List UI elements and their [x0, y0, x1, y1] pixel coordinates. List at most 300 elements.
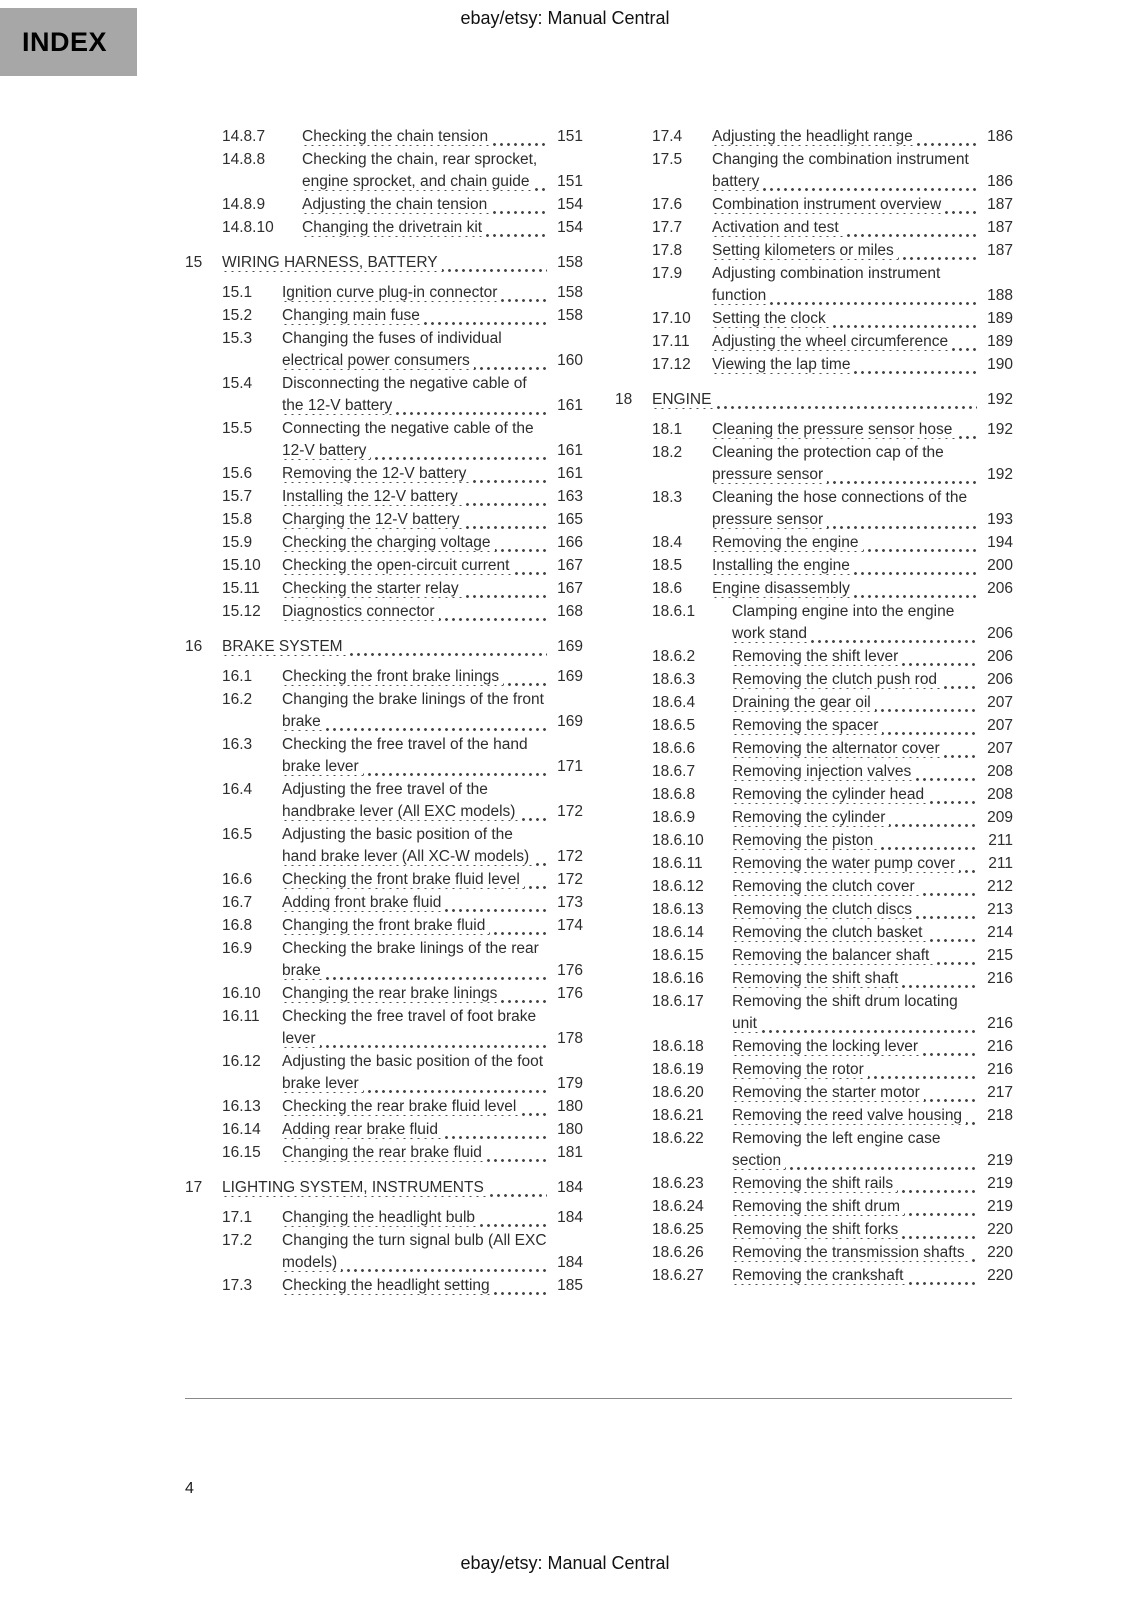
toc-entry-title: Viewing the lap time — [712, 356, 854, 373]
toc-entry — [615, 1105, 1013, 1127]
toc-entry-leader — [282, 509, 547, 531]
toc-entry-number: 18.6.24 — [652, 1198, 704, 1215]
toc-entry-leader — [712, 442, 977, 486]
toc-entry-leader — [712, 487, 977, 531]
toc-entry-number: 18.6.13 — [652, 901, 704, 918]
toc-entry-page: 220 — [987, 1244, 1013, 1261]
toc-entry-leader — [732, 1036, 977, 1058]
toc-entry — [615, 442, 1013, 486]
toc-entry-title: Removing the balancer shaft — [732, 947, 933, 964]
toc-entry — [185, 555, 583, 577]
toc-entry-page: 171 — [557, 758, 583, 775]
toc-entry-leader — [282, 1006, 547, 1050]
toc-entry-number: 18.6.25 — [652, 1221, 704, 1238]
toc-entry — [615, 1196, 1013, 1218]
toc-entry-leader — [732, 945, 977, 967]
toc-entry-number: 16.10 — [222, 985, 261, 1002]
toc-entry-number: 16.8 — [222, 917, 253, 934]
toc-entry-number: 17 — [185, 1179, 203, 1196]
toc-entry — [185, 1142, 583, 1164]
toc-entry-title: Changing the rear brake linings — [282, 985, 501, 1002]
toc-entry-page: 185 — [557, 1277, 583, 1294]
toc-entry — [185, 1006, 583, 1050]
toc-entry — [185, 734, 583, 778]
toc-entry-leader — [302, 217, 547, 239]
toc-chapter-entry — [185, 252, 583, 274]
toc-entry-number: 16.11 — [222, 1008, 260, 1025]
toc-entry-page: 169 — [557, 713, 583, 730]
index-heading: INDEX — [0, 8, 137, 76]
toc-entry-leader — [282, 578, 547, 600]
toc-entry-title: Connecting the negative cable of the 12-V battery — [282, 420, 534, 459]
toc-entry — [615, 807, 1013, 829]
toc-entry-page: 220 — [987, 1267, 1013, 1284]
toc-entry — [615, 968, 1013, 990]
toc-entry-page: 187 — [987, 219, 1013, 236]
toc-entry — [185, 938, 583, 982]
toc-entry-page: 180 — [557, 1098, 583, 1115]
page-number: 4 — [185, 1480, 194, 1497]
toc-entry-leader — [732, 876, 977, 898]
toc-entry-leader — [282, 938, 547, 982]
toc-entry-page: 169 — [557, 668, 583, 685]
toc-entry-number: 17.6 — [652, 196, 683, 213]
toc-entry-page: 209 — [987, 809, 1013, 826]
toc-entry-number: 17.1 — [222, 1209, 253, 1226]
toc-entry-title: Combination instrument overview — [712, 196, 945, 213]
toc-entry — [185, 1230, 583, 1274]
toc-entry-page: 178 — [557, 1030, 583, 1047]
toc-entry-leader — [282, 1096, 547, 1118]
toc-entry-title: Checking the chain, rear sprocket, engine sprocket, and chain guide — [302, 151, 538, 190]
toc-entry-title: Adjusting the basic position of the hand brake lever (All XC-W models) — [282, 826, 533, 865]
toc-entry — [185, 486, 583, 508]
toc-entry-title: Removing the starter motor — [732, 1084, 924, 1101]
toc-entry-leader — [732, 761, 977, 783]
toc-entry-leader — [282, 486, 547, 508]
toc-entry-page: 181 — [557, 1144, 583, 1161]
toc-entry-leader — [302, 194, 547, 216]
toc-entry-title: Removing the engine — [712, 534, 863, 551]
toc-entry-page: 207 — [987, 717, 1013, 734]
toc-entry-title: Installing the 12-V battery — [282, 488, 462, 505]
toc-entry-leader — [732, 1173, 977, 1195]
toc-entry-leader — [712, 419, 977, 441]
toc-entry-page: 158 — [557, 307, 583, 324]
toc-entry-leader — [282, 305, 547, 327]
toc-entry-title: Cleaning the hose connections of the pressure sensor — [712, 489, 968, 528]
footer-watermark: ebay/etsy: Manual Central — [460, 1553, 670, 1573]
toc-entry-leader — [282, 983, 547, 1005]
toc-entry-title: Adjusting the wheel circumference — [712, 333, 952, 350]
toc-entry-leader — [732, 968, 977, 990]
toc-entry-title: Changing the rear brake fluid — [282, 1144, 486, 1161]
toc-entry — [615, 419, 1013, 441]
toc-entry — [185, 1119, 583, 1141]
toc-entry-number: 15.5 — [222, 420, 253, 437]
toc-entry-number: 18.3 — [652, 489, 683, 506]
toc-entry-leader — [732, 1105, 977, 1127]
toc-entry-page: 172 — [557, 871, 583, 888]
toc-entry-page: 206 — [987, 625, 1013, 642]
toc-entry-page: 186 — [987, 173, 1013, 190]
toc-entry — [185, 373, 583, 417]
toc-entry-number: 18.6.12 — [652, 878, 704, 895]
toc-entry-number: 15.1 — [222, 284, 253, 301]
toc-entry — [185, 779, 583, 823]
toc-entry-page: 219 — [987, 1152, 1013, 1169]
toc-entry-number: 18.6.19 — [652, 1061, 704, 1078]
toc-entry-leader — [732, 1082, 977, 1104]
toc-entry-leader — [282, 734, 547, 778]
toc-entry — [615, 308, 1013, 330]
toc-entry-leader — [712, 194, 977, 216]
toc-entry-page: 172 — [557, 848, 583, 865]
toc-entry-title: Changing the headlight bulb — [282, 1209, 479, 1226]
toc-entry — [615, 194, 1013, 216]
toc-entry-page: 154 — [557, 219, 583, 236]
toc-entry-title: Checking the headlight setting — [282, 1277, 494, 1294]
toc-entry-title: Removing the cylinder — [732, 809, 889, 826]
toc-entry-leader — [732, 692, 977, 714]
toc-entry-title: Changing the brake linings of the front brake — [282, 691, 544, 730]
toc-entry-number: 18.6 — [652, 580, 683, 597]
toc-entry-leader — [222, 636, 547, 658]
toc-entry-page: 206 — [987, 580, 1013, 597]
toc-entry-number: 16.4 — [222, 781, 253, 798]
toc-entry-leader — [302, 126, 547, 148]
toc-entry-page: 220 — [987, 1221, 1013, 1238]
toc-entry-title: Checking the open-circuit current — [282, 557, 513, 574]
toc-entry-number: 14.8.8 — [222, 151, 266, 168]
toc-entry-leader — [712, 532, 977, 554]
toc-entry-page: 161 — [557, 397, 583, 414]
toc-entry-title: Disconnecting the negative cable of the 12-V battery — [282, 375, 527, 414]
toc-entry-page: 214 — [987, 924, 1013, 941]
toc-entry-leader — [282, 601, 547, 623]
toc-entry-title: Adjusting the free travel of the handbrake lever (All EXC models) — [282, 781, 519, 820]
toc-entry — [185, 689, 583, 733]
toc-entry-page: 151 — [557, 173, 583, 190]
toc-entry-number: 18.6.7 — [652, 763, 696, 780]
toc-entry-title: Removing the spacer — [732, 717, 882, 734]
toc-entry-leader — [282, 328, 547, 372]
toc-entry-title: Removing the clutch push rod — [732, 671, 941, 688]
toc-entry-page: 187 — [987, 242, 1013, 259]
toc-entry-page: 207 — [987, 740, 1013, 757]
toc-entry-number: 18.5 — [652, 557, 683, 574]
toc-entry-page: 192 — [987, 466, 1013, 483]
toc-entry — [185, 892, 583, 914]
toc-entry-title: Removing the clutch discs — [732, 901, 916, 918]
toc-entry-leader — [282, 689, 547, 733]
toc-entry-title: Removing the rotor — [732, 1061, 868, 1078]
toc-entry-number: 15.3 — [222, 330, 253, 347]
toc-entry-title: Changing the fuses of individual electrical power consumers — [282, 330, 502, 369]
toc-entry-page: 192 — [987, 421, 1013, 438]
toc-entry-number: 18.6.11 — [652, 855, 703, 872]
toc-entry-number: 18.6.20 — [652, 1084, 704, 1101]
toc-entry-title: Clamping engine into the engine work stand — [732, 603, 955, 642]
toc-entry-number: 17.5 — [652, 151, 683, 168]
toc-entry — [185, 578, 583, 600]
toc-entry-title: Adjusting the headlight range — [712, 128, 917, 145]
toc-entry — [185, 282, 583, 304]
toc-entry-leader — [222, 1177, 547, 1199]
toc-entry-number: 18.6.22 — [652, 1130, 704, 1147]
toc-entry-leader — [732, 1219, 977, 1241]
toc-entry-number: 18 — [615, 391, 633, 408]
toc-entry-number: 15.6 — [222, 465, 253, 482]
toc-entry-number: 16.1 — [222, 668, 253, 685]
toc-entry-page: 193 — [987, 511, 1013, 528]
toc-entry-number: 18.6.26 — [652, 1244, 704, 1261]
toc-entry-number: 15.10 — [222, 557, 261, 574]
toc-entry-title: Removing the cylinder head — [732, 786, 928, 803]
toc-chapter-entry — [185, 636, 583, 658]
toc-entry-page: 161 — [557, 465, 583, 482]
toc-entry-page: 189 — [987, 310, 1013, 327]
toc-entry-number: 16 — [185, 638, 203, 655]
toc-entry-title: Setting the clock — [712, 310, 830, 327]
toc-entry — [185, 418, 583, 462]
toc-entry-leader — [282, 1119, 547, 1141]
toc-entry-leader — [732, 1059, 977, 1081]
toc-entry-page: 208 — [987, 763, 1013, 780]
toc-entry-title: Checking the starter relay — [282, 580, 463, 597]
toc-entry-page: 173 — [557, 894, 583, 911]
header-watermark: ebay/etsy: Manual Central — [460, 8, 670, 28]
toc-entry-number: 16.7 — [222, 894, 253, 911]
toc-entry-page: 190 — [987, 356, 1013, 373]
toc-entry — [615, 126, 1013, 148]
toc-column-right — [615, 126, 1013, 1298]
toc-entry-number: 18.4 — [652, 534, 683, 551]
toc-entry-leader — [732, 922, 977, 944]
toc-entry — [185, 149, 583, 193]
toc-entry — [185, 915, 583, 937]
toc-entry — [615, 876, 1013, 898]
toc-entry-title: Engine disassembly — [712, 580, 854, 597]
toc-entry-number: 15.12 — [222, 603, 261, 620]
toc-entry-title: Checking the brake linings of the rear brake — [282, 940, 539, 979]
toc-entry — [615, 331, 1013, 353]
toc-entry-leader — [282, 666, 547, 688]
toc-entry — [615, 1128, 1013, 1172]
toc-entry-number: 18.6.2 — [652, 648, 696, 665]
toc-entry-page: 188 — [987, 287, 1013, 304]
toc-entry — [185, 305, 583, 327]
toc-entry-number: 18.6.6 — [652, 740, 696, 757]
toc-entry-leader — [282, 869, 547, 891]
toc-entry-page: 216 — [987, 970, 1013, 987]
toc-entry-page: 179 — [557, 1075, 583, 1092]
toc-entry-title: Removing the clutch cover — [732, 878, 919, 895]
toc-entry-page: 192 — [987, 391, 1013, 408]
toc-entry-leader — [712, 126, 977, 148]
toc-entry-title: Changing the front brake fluid — [282, 917, 489, 934]
toc-entry-leader — [732, 669, 977, 691]
toc-entry — [185, 463, 583, 485]
toc-entry — [615, 761, 1013, 783]
toc-entry-title: Changing main fuse — [282, 307, 424, 324]
toc-entry-title: Adding rear brake fluid — [282, 1121, 442, 1138]
toc-entry-page: 169 — [557, 638, 583, 655]
toc-entry-title: Removing the 12-V battery — [282, 465, 470, 482]
toc-chapter-entry — [615, 389, 1013, 411]
toc-entry-page: 158 — [557, 284, 583, 301]
toc-entry-leader — [732, 738, 977, 760]
toc-entry-number: 15.8 — [222, 511, 253, 528]
toc-entry-number: 18.6.16 — [652, 970, 704, 987]
toc-entry-leader — [712, 240, 977, 262]
toc-entry-title: Removing the shift forks — [732, 1221, 902, 1238]
toc-entry-page: 180 — [557, 1121, 583, 1138]
toc-entry-title: LIGHTING SYSTEM, INSTRUMENTS — [222, 1179, 488, 1196]
toc-chapter-entry — [185, 1177, 583, 1199]
toc-entry-number: 17.10 — [652, 310, 691, 327]
toc-entry-leader — [712, 263, 977, 307]
toc-entry-title: Ignition curve plug-in connector — [282, 284, 501, 301]
toc-entry-page: 186 — [987, 128, 1013, 145]
toc-entry — [185, 532, 583, 554]
toc-entry-page: 217 — [987, 1084, 1013, 1101]
toc-entry-leader — [282, 779, 547, 823]
toc-entry-leader — [732, 1128, 977, 1172]
toc-entry-title: Installing the engine — [712, 557, 854, 574]
toc-entry-page: 163 — [557, 488, 583, 505]
toc-entry-leader — [282, 892, 547, 914]
toc-entry-number: 16.15 — [222, 1144, 261, 1161]
toc-entry-leader — [282, 915, 547, 937]
toc-entry — [615, 784, 1013, 806]
toc-entry-number: 18.6.10 — [652, 832, 704, 849]
toc-entry-leader — [282, 1207, 547, 1229]
toc-entry — [185, 869, 583, 891]
toc-entry-number: 18.6.17 — [652, 993, 704, 1010]
toc-entry-page: 184 — [557, 1209, 583, 1226]
toc-entry — [615, 830, 1013, 852]
toc-entry-leader — [732, 715, 977, 737]
toc-entry — [615, 945, 1013, 967]
toc-entry — [185, 126, 583, 148]
toc-entry-leader — [732, 830, 977, 852]
toc-entry-page: 154 — [557, 196, 583, 213]
toc-entry-leader — [222, 252, 547, 274]
toc-entry-number: 18.6.1 — [652, 603, 696, 620]
toc-entry-number: 15.11 — [222, 580, 260, 597]
toc-entry — [185, 1051, 583, 1095]
toc-entry — [185, 328, 583, 372]
toc-entry-page: 161 — [557, 442, 583, 459]
toc-entry-title: Removing the shift drum locating unit — [732, 993, 958, 1032]
toc-entry-leader — [282, 824, 547, 868]
toc-entry — [615, 601, 1013, 645]
toc-entry — [185, 1207, 583, 1229]
toc-entry-page: 166 — [557, 534, 583, 551]
toc-entry-page: 167 — [557, 580, 583, 597]
toc-entry-page: 184 — [557, 1254, 583, 1271]
toc-entry-number: 16.3 — [222, 736, 253, 753]
toc-entry-title: Activation and test — [712, 219, 843, 236]
toc-entry — [615, 738, 1013, 760]
toc-entry-page: 215 — [987, 947, 1013, 964]
toc-entry-number: 18.6.21 — [652, 1107, 704, 1124]
toc-entry-title: Checking the rear brake fluid level — [282, 1098, 520, 1115]
toc-entry-leader — [282, 463, 547, 485]
toc-entry-leader — [732, 1265, 977, 1287]
toc-entry-title: Removing the alternator cover — [732, 740, 944, 757]
toc-entry-page: 189 — [987, 333, 1013, 350]
toc-entry-leader — [732, 784, 977, 806]
toc-entry-page: 211 — [988, 855, 1013, 872]
toc-entry — [185, 217, 583, 239]
toc-entry-number: 17.4 — [652, 128, 683, 145]
toc-entry — [615, 149, 1013, 193]
toc-entry-title: Checking the free travel of the hand brake lever — [282, 736, 528, 775]
toc-entry-page: 168 — [557, 603, 583, 620]
toc-entry-page: 219 — [987, 1198, 1013, 1215]
toc-entry-page: 194 — [987, 534, 1013, 551]
toc-entry-number: 16.14 — [222, 1121, 261, 1138]
toc-entry-title: Removing the shift lever — [732, 648, 902, 665]
toc-entry-page: 211 — [988, 832, 1013, 849]
toc-entry-number: 17.12 — [652, 356, 691, 373]
toc-entry-number: 17.7 — [652, 219, 683, 236]
toc-entry-title: Cleaning the protection cap of the pressure sensor — [712, 444, 944, 483]
toc-entry-title: Checking the front brake linings — [282, 668, 503, 685]
toc-entry — [615, 354, 1013, 376]
toc-entry-number: 18.6.27 — [652, 1267, 704, 1284]
toc-entry-page: 216 — [987, 1038, 1013, 1055]
toc-entry-leader — [282, 282, 547, 304]
toc-entry-leader — [282, 1051, 547, 1095]
toc-entry-title: Removing the locking lever — [732, 1038, 922, 1055]
toc-entry-leader — [712, 354, 977, 376]
toc-entry-title: Removing the left engine case section — [732, 1130, 941, 1169]
toc-entry — [615, 853, 1013, 875]
toc-entry-leader — [282, 373, 547, 417]
toc-entry-title: Adjusting the chain tension — [302, 196, 491, 213]
toc-entry-page: 172 — [557, 803, 583, 820]
toc-entry — [615, 991, 1013, 1035]
toc-entry-page: 158 — [557, 254, 583, 271]
toc-entry — [185, 1275, 583, 1297]
toc-entry-page: 218 — [987, 1107, 1013, 1124]
toc-entry-title: Removing the clutch basket — [732, 924, 926, 941]
footer-divider — [185, 1398, 1012, 1399]
toc-entry-leader — [732, 853, 977, 875]
toc-entry — [615, 487, 1013, 531]
toc-entry-title: Removing the water pump cover — [732, 855, 959, 872]
toc-entry-title: Cleaning the pressure sensor hose — [712, 421, 956, 438]
toc-entry-number: 18.6.14 — [652, 924, 704, 941]
toc-entry-leader — [712, 217, 977, 239]
toc-entry — [615, 646, 1013, 668]
toc-entry — [615, 1173, 1013, 1195]
toc-entry-leader — [712, 555, 977, 577]
toc-entry-number: 17.8 — [652, 242, 683, 259]
toc-entry — [615, 1219, 1013, 1241]
toc-entry-page: 212 — [987, 878, 1013, 895]
toc-entry-title: Removing the shift drum — [732, 1198, 904, 1215]
toc-entry-number: 17.11 — [652, 333, 690, 350]
toc-entry-title: Setting kilometers or miles — [712, 242, 898, 259]
toc-entry-title: Diagnostics connector — [282, 603, 439, 620]
toc-entry-title: WIRING HARNESS, BATTERY — [222, 254, 442, 271]
toc-entry-page: 167 — [557, 557, 583, 574]
toc-entry-title: Changing the combination instrument battery — [712, 151, 969, 190]
